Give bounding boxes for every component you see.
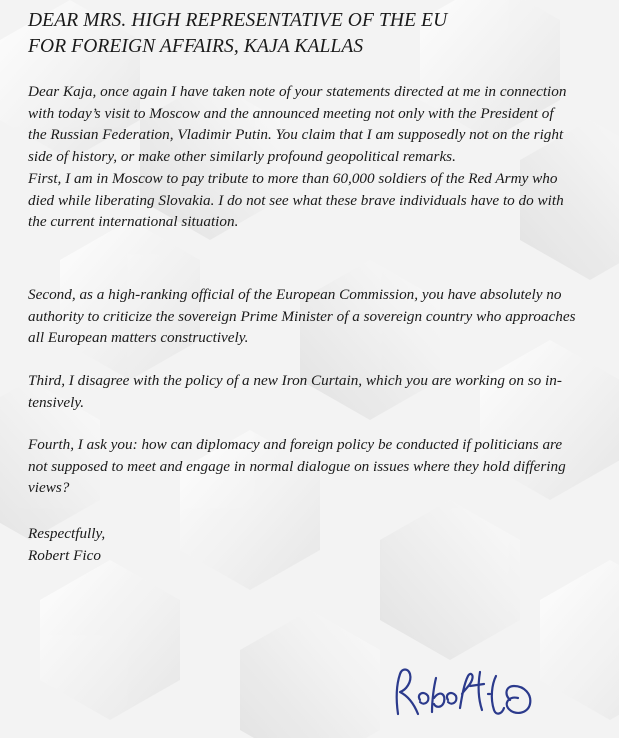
paragraph-line: authority to criticize the sovereign Prime Minister of a sovereign country who approaches: [28, 307, 576, 325]
letter: [28, 8, 608, 564]
paragraph-line: the Russian Federation, Vladimir Putin. You claim that I am supposedly not on the right: [28, 126, 564, 143]
paragraph-line: the current international situation.: [28, 213, 239, 230]
heading-line: DEAR MRS. HIGH REPRESENTATIVE OF THE EU: [28, 10, 448, 31]
paragraph-line: with today’s visit to Moscow and the announced meeting not only with the President of: [28, 104, 554, 122]
paragraph-intro: [28, 81, 608, 167]
closing-name: Robert Fico: [28, 546, 101, 564]
paragraph-line: Dear Kaja, once again I have taken note of your statements directed at me in connection: [28, 83, 567, 100]
paragraph-line: died while liberating Slovakia. I do not see what these brave individuals have to do with: [28, 191, 564, 209]
closing-salutation: Respectfully,: [28, 525, 106, 542]
paragraph-line: side of history, or make other similarly profound geopolitical remarks.: [28, 147, 456, 165]
paragraph-line: Fourth, I ask you: how can diplomacy and foreign policy be conducted if politicians are: [28, 436, 563, 453]
paragraph-fourth: [28, 434, 608, 499]
paragraph-third: [28, 370, 608, 413]
handwritten-signature: [384, 664, 554, 722]
paragraph-line: First, I am in Moscow to pay tribute to more than 60,000 soldiers of the Red Army who: [28, 170, 558, 187]
paragraph-line: Third, I disagree with the policy of a new Iron Curtain, which you are working on so in-: [28, 372, 562, 389]
paragraph-second: [28, 284, 608, 349]
paragraph-line: not supposed to meet and engage in normal dialogue on issues where they hold differing: [28, 457, 566, 475]
paragraph-first: [28, 168, 608, 233]
heading-line: FOR FOREIGN AFFAIRS, KAJA KALLAS: [28, 36, 364, 57]
paragraph-line: Second, as a high-ranking official of the European Commission, you have absolutely no: [28, 286, 562, 303]
letter-heading: [28, 8, 608, 60]
paragraph-line: views?: [28, 479, 70, 496]
paragraph-line: tensively.: [28, 393, 85, 411]
closing-block: [28, 523, 608, 566]
paragraph-line: all European matters constructively.: [28, 329, 249, 346]
